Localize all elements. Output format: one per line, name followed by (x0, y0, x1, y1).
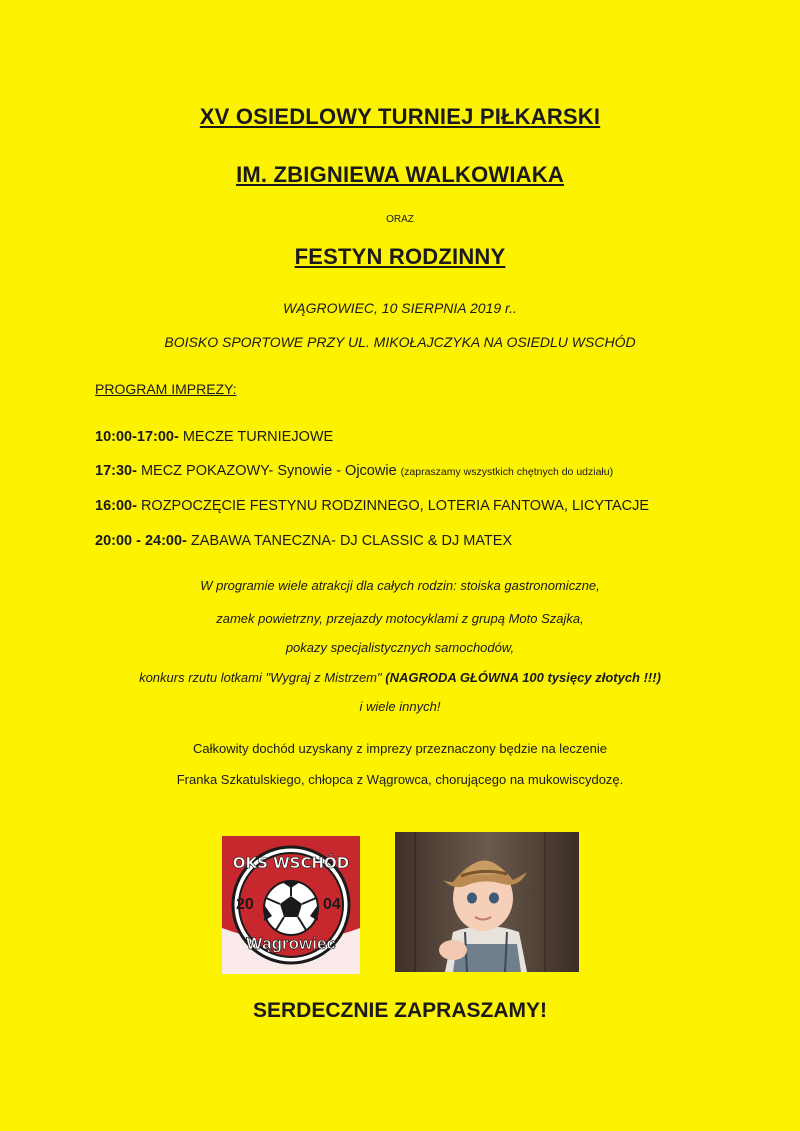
contest-text: konkurs rzutu lotkami "Wygraj z Mistrzem" (139, 670, 386, 685)
closing-text: SERDECZNIE ZAPRASZAMY! (252, 999, 547, 1022)
program-heading: PROGRAM IMPREZY: (95, 381, 237, 397)
charity-line-1: Całkowity dochód uzyskany z imprezy przeznaczony będzie na leczenie (192, 741, 608, 756)
program-text: ZABAWA TANECZNA- DJ CLASSIC & DJ MATEX (186, 533, 513, 549)
club-logo-name: OKS WSCHÓD (232, 854, 350, 872)
event-date: WĄGROWIEC, 10 SIERPNIA 2019 r.. (283, 300, 517, 316)
program-time: 17:30- (95, 463, 137, 479)
child-photo-graphic (395, 832, 579, 972)
program-item (95, 533, 512, 549)
program-time: 16:00- (95, 498, 137, 514)
connector-text: ORAZ (386, 214, 414, 225)
attractions-line-3: pokazy specjalistycznych samochodów, (285, 640, 515, 655)
prize-text: (NAGRODA GŁÓWNA 100 tysięcy złotych !!!) (385, 670, 661, 685)
program-note: (zapraszamy wszystkich chętnych do udziału) (400, 466, 614, 478)
attractions-line-1: W programie wiele atrakcji dla całych rodzin: stoiska gastronomiczne, (200, 578, 600, 593)
child-photo (395, 832, 579, 972)
club-logo (222, 836, 360, 974)
program-time: 10:00-17:00- (95, 429, 179, 445)
club-logo-year-right: 04 (323, 896, 341, 913)
program-text: MECZ POKAZOWY- Synowie - Ojcowie (136, 463, 401, 479)
title-line-3: FESTYN RODZINNY (294, 244, 506, 269)
program-text: MECZE TURNIEJOWE (178, 429, 334, 445)
title-line-1: XV OSIEDLOWY TURNIEJ PIŁKARSKI (199, 104, 601, 129)
attractions-line-4 (0, 670, 800, 685)
program-item (95, 463, 613, 479)
attractions-line-2: zamek powietrzny, przejazdy motocyklami z grupą Moto Szajka, (216, 611, 584, 626)
program-time: 20:00 - 24:00- (95, 533, 187, 549)
charity-line-2: Franka Szkatulskiego, chłopca z Wągrowca, chorującego na mukowiscydozę. (176, 772, 624, 787)
program-text: ROZPOCZĘCIE FESTYNU RODZINNEGO, LOTERIA FANTOWA, LICYTACJE (136, 498, 650, 514)
program-item (95, 498, 649, 514)
club-logo-year-left: 20 (236, 896, 254, 913)
event-venue: BOISKO SPORTOWE PRZY UL. MIKOŁAJCZYKA NA OSIEDLU WSCHÓD (164, 334, 636, 350)
attractions-line-5: i wiele innych! (359, 699, 441, 714)
title-line-2: IM. ZBIGNIEWA WALKOWIAKA (236, 162, 564, 187)
program-item (95, 429, 333, 445)
club-logo-city: Wągrowiec (246, 934, 336, 953)
